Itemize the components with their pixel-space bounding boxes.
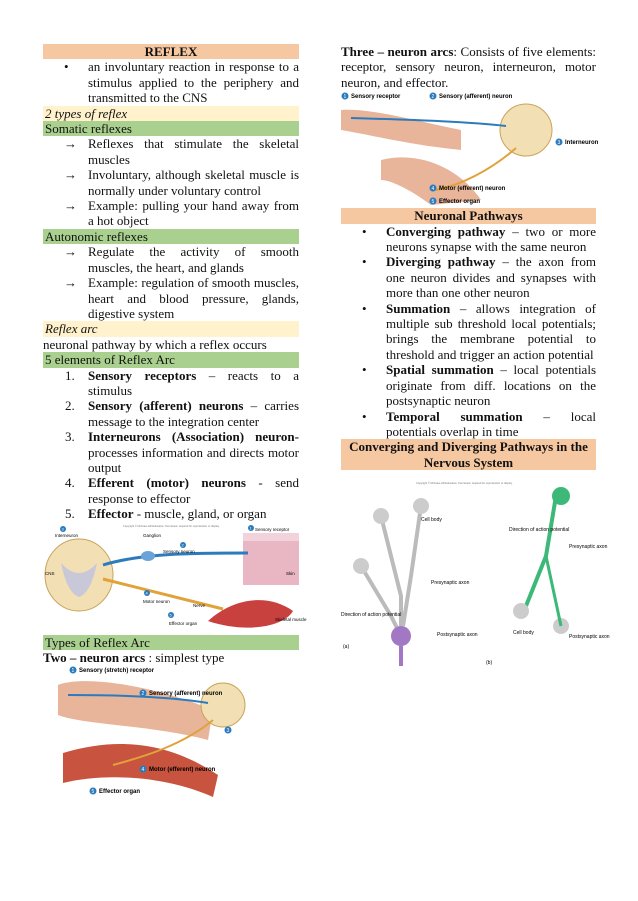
- neuron-cell-body: [373, 508, 389, 524]
- svg-text:Effector organ: Effector organ: [169, 620, 198, 626]
- converging-diverging-heading: Converging and Diverging Pathways in the Nervous System: [341, 439, 596, 470]
- right-column: [341, 44, 610, 668]
- three-neuron-arc-figure: [341, 90, 599, 208]
- svg-text:(a): (a): [343, 644, 350, 651]
- svg-text:3: 3: [61, 526, 64, 532]
- types-arc-heading: Types of Reflex Arc: [43, 635, 299, 650]
- svg-text:Cell body: Cell body: [513, 630, 534, 637]
- arrow-icon: →: [64, 198, 77, 214]
- list-item: → Example: regulation of smooth muscles, heart and blood pressure, glands, digestive system: [64, 275, 299, 321]
- svg-text:Interneuron: Interneuron: [565, 140, 599, 147]
- bullet-icon: •: [362, 362, 367, 378]
- neuron-cell-body: [413, 498, 429, 514]
- svg-text:2: 2: [431, 94, 435, 101]
- svg-text:4: 4: [141, 767, 145, 774]
- svg-text:Skin: Skin: [286, 570, 295, 576]
- neuron-cell-body: [513, 603, 529, 619]
- svg-text:Presynaptic axon: Presynaptic axon: [569, 544, 608, 551]
- svg-text:Copyright © McGraw-Hill Educat: Copyright © McGraw-Hill Education. Permission required for reproduction or display.: [416, 482, 513, 486]
- autonomic-heading: Autonomic reflexes: [43, 229, 299, 244]
- svg-text:1: 1: [249, 525, 252, 531]
- list-item: 1. Sensory receptors – reacts to a stimulus: [65, 367, 299, 398]
- list-item: 3. Interneurons (Association) neuron- processes information and directs motor output: [65, 429, 299, 475]
- list-item: • Diverging pathway – the axon from one neuron divides and synapses with more than one other neuron: [362, 254, 597, 301]
- reflex-arc-heading: Reflex arc: [43, 321, 299, 336]
- reflex-title: REFLEX: [43, 44, 299, 59]
- three-neuron-text: Three – neuron arcs: Consists of five elements: receptor, sensory neuron, interneuron, motor neuron, and effector.: [341, 44, 596, 90]
- svg-text:Nerve: Nerve: [193, 602, 206, 608]
- svg-text:2: 2: [141, 691, 145, 698]
- figure-copyright: Copyright © McGraw-Hill Education. Permission required for reproduction or display.: [123, 524, 220, 528]
- skeletal-muscle-shape: [208, 600, 293, 627]
- svg-text:Sensory (afferent) neuron: Sensory (afferent) neuron: [149, 691, 223, 698]
- two-neuron-text: Two – neuron arcs : simplest type: [43, 650, 225, 665]
- two-neuron-arc-figure: [43, 665, 243, 807]
- elements-heading: 5 elements of Reflex Arc: [43, 352, 299, 367]
- svg-text:5: 5: [91, 789, 95, 796]
- spinal-cord: [500, 104, 552, 156]
- left-column: [43, 44, 307, 807]
- svg-text:5: 5: [169, 612, 172, 618]
- svg-text:Sensory (afferent) neuron: Sensory (afferent) neuron: [439, 94, 513, 101]
- svg-text:3: 3: [226, 728, 230, 735]
- bullet-icon: •: [362, 254, 367, 270]
- postsynaptic-cell-body: [391, 626, 411, 646]
- bullet-icon: •: [362, 300, 367, 316]
- neuron-cell-body: [353, 558, 369, 574]
- bullet-icon: •: [362, 408, 367, 424]
- reflex-definition: • an involuntary reaction in response to a stimulus applied to the periphery and transmitted to the CNS: [64, 59, 299, 106]
- bullet-icon: •: [362, 223, 367, 239]
- svg-text:Sensory receptor: Sensory receptor: [351, 94, 401, 101]
- svg-text:Interneuron: Interneuron: [55, 532, 79, 538]
- svg-text:CNS: CNS: [45, 570, 55, 576]
- svg-text:Sensory (stretch) receptor: Sensory (stretch) receptor: [79, 668, 155, 675]
- svg-text:Motor (efferent) neuron: Motor (efferent) neuron: [439, 186, 506, 193]
- converging-diverging-figure: [341, 476, 610, 668]
- svg-text:Effector organ: Effector organ: [439, 199, 481, 206]
- neuronal-pathways-heading: Neuronal Pathways: [341, 208, 596, 223]
- list-item: • Summation – allows integration of multiple sub threshold local potentials; brings the membrane potential to threshold and trigger an action potential: [362, 300, 596, 362]
- svg-text:(b): (b): [486, 660, 493, 667]
- svg-text:3: 3: [557, 140, 561, 147]
- arrow-icon: →: [64, 136, 77, 152]
- list-item: → Reflexes that stimulate the skeletal muscles: [64, 136, 299, 167]
- svg-text:5: 5: [431, 199, 435, 206]
- list-item: • Converging pathway – two or more neurons synapse with the same neuron: [362, 223, 596, 255]
- svg-text:Presynaptic axon: Presynaptic axon: [431, 580, 470, 587]
- svg-text:Sensory receptor: Sensory receptor: [255, 526, 290, 532]
- svg-text:Direction of action potential: Direction of action potential: [341, 612, 402, 619]
- svg-text:2: 2: [181, 542, 184, 548]
- arrow-icon: →: [64, 244, 77, 260]
- svg-text:Skeletal muscle: Skeletal muscle: [275, 616, 307, 622]
- list-item: 5. Effector - muscle, gland, or organ: [65, 506, 267, 522]
- svg-text:Motor (efferent) neuron: Motor (efferent) neuron: [149, 767, 216, 774]
- svg-text:Sensory neuron: Sensory neuron: [163, 548, 195, 554]
- svg-text:Postsynaptic axon: Postsynaptic axon: [569, 634, 610, 641]
- arrow-icon: →: [64, 167, 77, 183]
- svg-text:4: 4: [431, 186, 435, 193]
- svg-text:Ganglion: Ganglion: [143, 532, 162, 538]
- bullet-icon: •: [64, 59, 69, 75]
- svg-text:Motor neuron: Motor neuron: [143, 598, 170, 604]
- list-item: → Involuntary, although skeletal muscle is normally under voluntary control: [64, 167, 299, 198]
- svg-text:1: 1: [343, 94, 347, 101]
- reflex-arc-definition: neuronal pathway by which a reflex occurs: [43, 336, 267, 352]
- svg-text:Postsynaptic axon: Postsynaptic axon: [437, 632, 478, 639]
- list-item: 2. Sensory (afferent) neurons – carries message to the integration center: [65, 398, 299, 429]
- svg-text:Cell body: Cell body: [421, 517, 442, 524]
- somatic-heading: Somatic reflexes: [43, 121, 299, 136]
- spinal-cord: [201, 683, 245, 727]
- sensory-neuron-path: [103, 553, 248, 565]
- list-item: → Example: pulling your hand away from a hot object: [64, 198, 299, 229]
- types-heading: 2 types of reflex: [43, 106, 299, 121]
- list-item: 4. Efferent (motor) neurons - send response to effector: [65, 475, 299, 506]
- presynaptic-cell-body: [552, 487, 570, 505]
- ganglion-shape: [141, 551, 155, 561]
- list-item: • Spatial summation – local potentials originate from diff. locations on the postsynaptic neuron: [362, 362, 597, 409]
- list-item: → Regulate the activity of smooth muscles, the heart, and glands: [64, 244, 299, 275]
- svg-text:Effector organ: Effector organ: [99, 789, 141, 796]
- svg-text:Direction of action potential: Direction of action potential: [509, 527, 570, 534]
- list-item: • Temporal summation – local potentials overlap in time: [362, 408, 597, 439]
- svg-text:1: 1: [71, 668, 75, 675]
- svg-text:4: 4: [145, 590, 148, 596]
- reflex-arc-figure: [43, 523, 307, 635]
- arrow-icon: →: [64, 275, 77, 291]
